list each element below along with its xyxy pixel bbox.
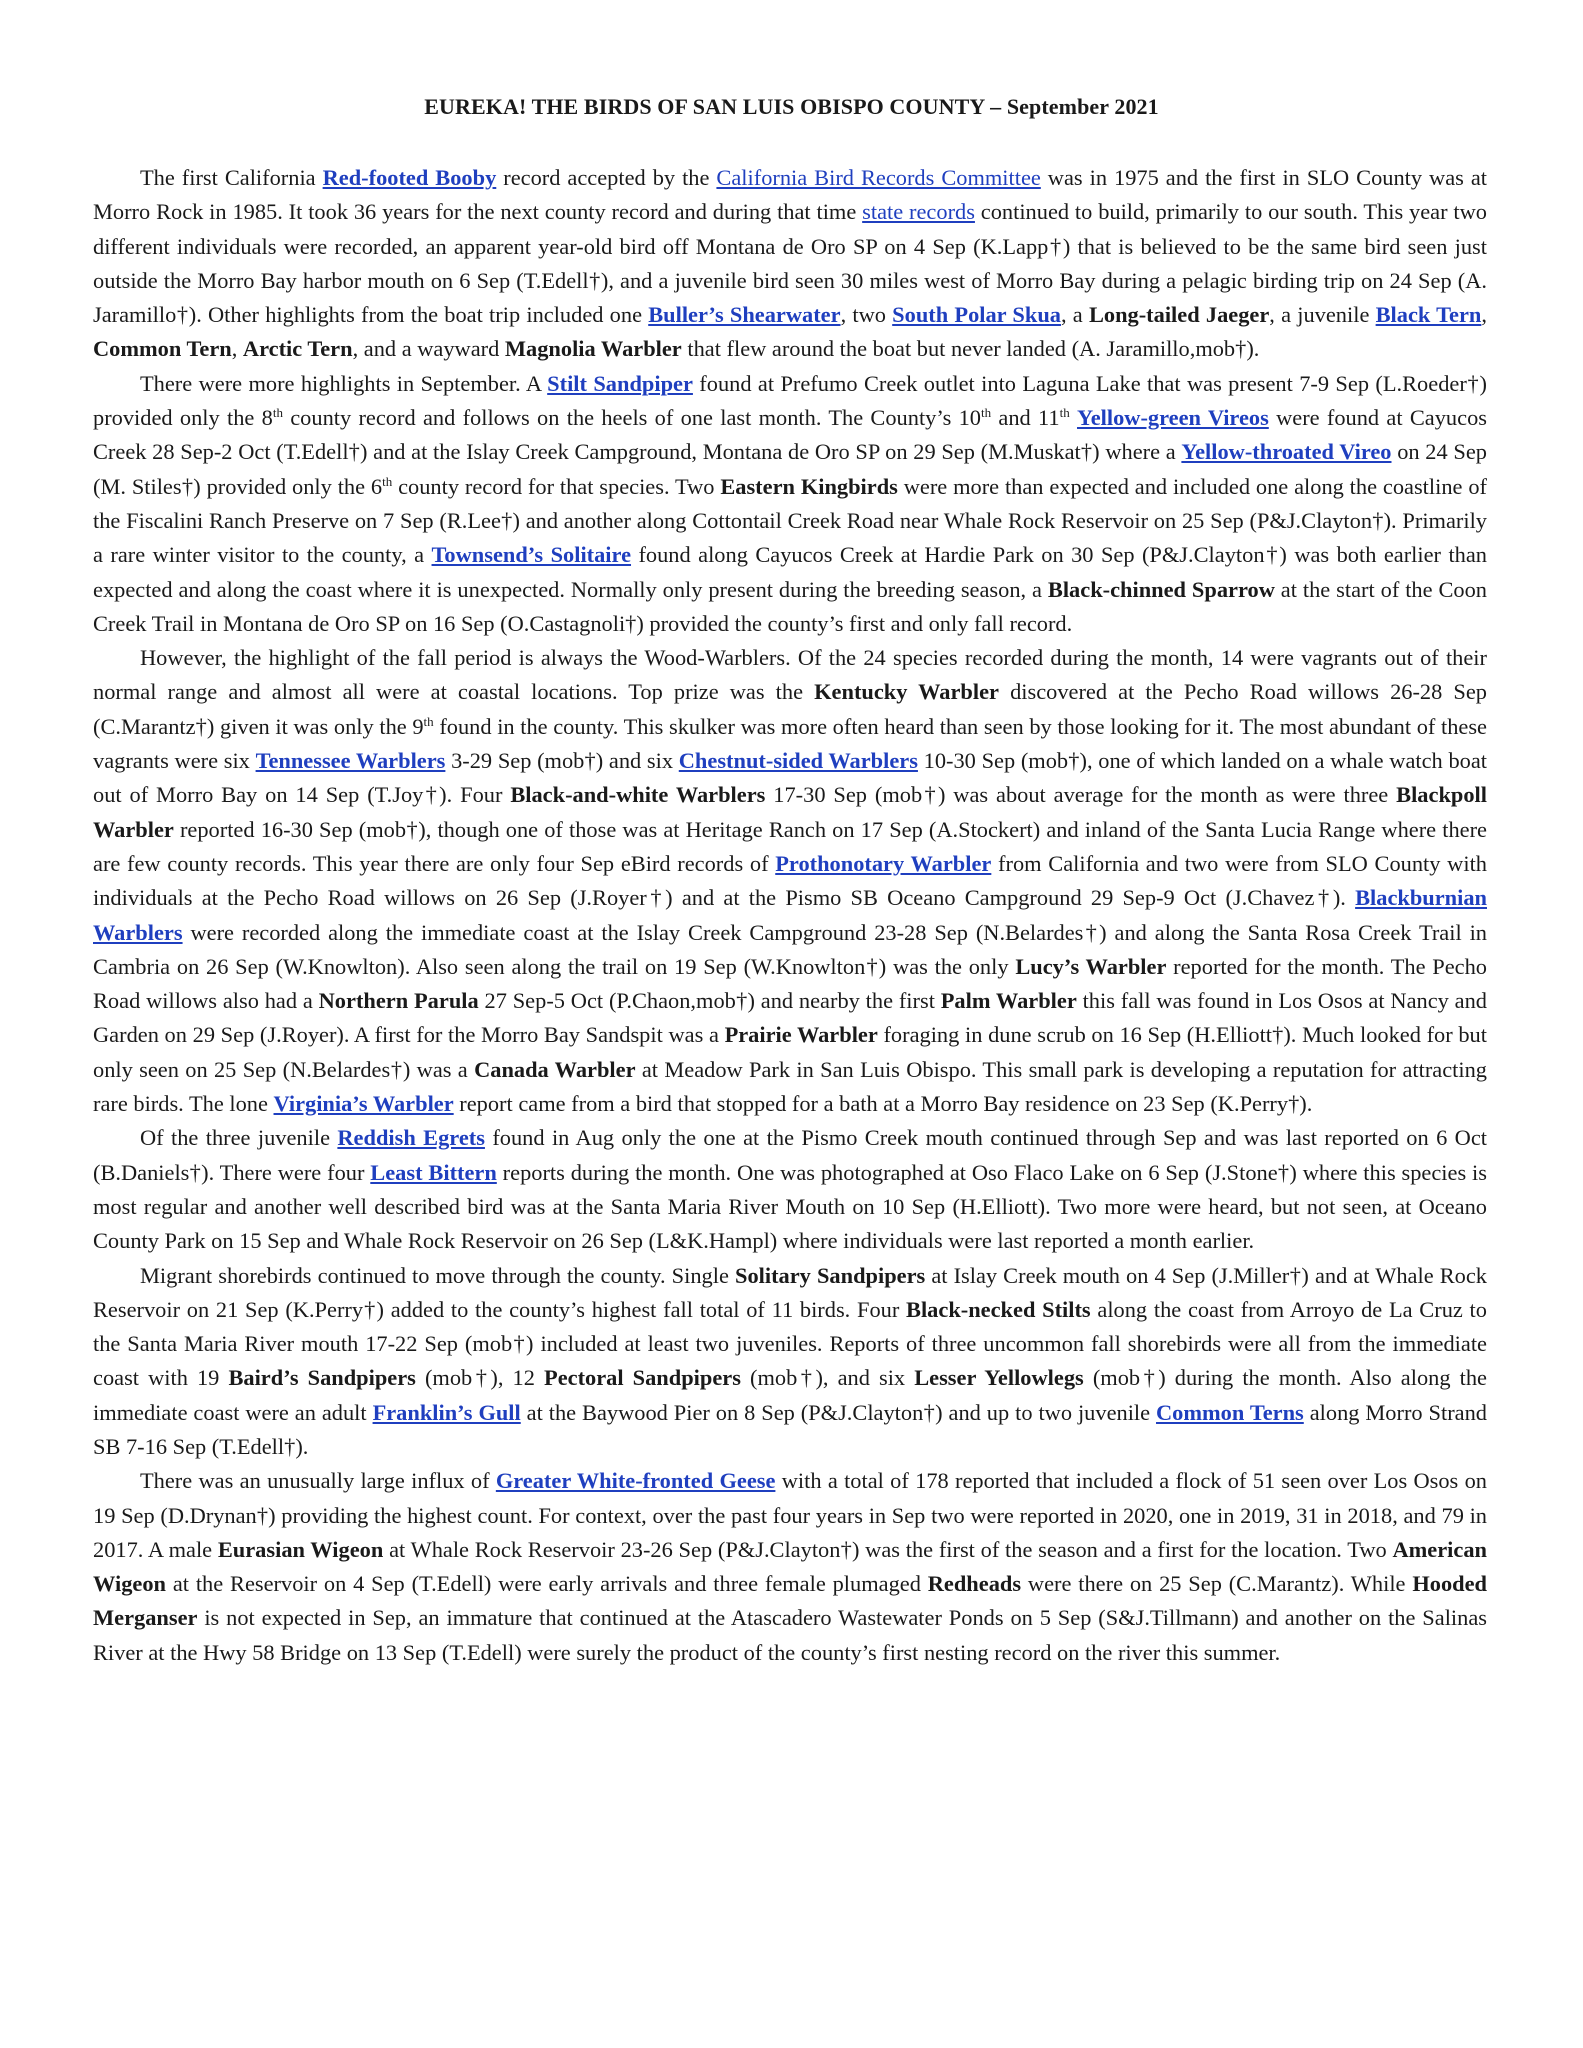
paragraph-text: Migrant shorebirds continued to move through the county. Single	[140, 1262, 735, 1288]
paragraph-text: The first California	[140, 165, 323, 190]
paragraph-text: , and a wayward	[352, 336, 505, 362]
paragraph-text: at Islay Creek mouth on 4 Sep (J.Miller†) and at Whale Rock Reservoir on 21 Sep (K.Perry†) added to the county’s highest fall total of 11 birds. Four	[93, 1262, 1487, 1322]
species-link[interactable]: Red-footed Booby	[322, 165, 497, 190]
paragraph-text: found at Prefumo Creek outlet into Laguna Lake that was present 7-9 Sep (L.Roeder†) provided only the 8	[93, 370, 1487, 431]
paragraph-text: Of the three juvenile	[140, 1125, 338, 1151]
species-link[interactable]: Blackburnian Warblers	[93, 885, 1487, 945]
paragraph	[93, 1121, 1487, 1258]
reference-link[interactable]: California Bird Records Committee	[716, 165, 1041, 190]
species-name: Lucy’s Warbler	[1015, 953, 1167, 979]
paragraph-text: along Morro Strand SB 7-16 Sep (T.Edell†).	[93, 1399, 1487, 1459]
paragraph-text: continued to build, primarily to our south. This year two different individuals were recorded, an apparent year-old bird off Montana de Oro SP on 4 Sep (K.Lapp†) that is believed to be the same bird seen just outside the Morro Bay harbor mouth on 6 Sep (T.Edell†), and a juvenile bird seen 30 miles west of Morro Bay during a pelagic birding trip on 24 Sep (A. Jaramillo†). Other highlights from the boat trip included one	[93, 199, 1487, 328]
paragraph-text: this fall was found in Los Osos at Nancy and Garden on 29 Sep (J.Royer). A first for the Morro Bay Sandspit was a	[93, 988, 1487, 1048]
paragraph-text: 27 Sep-5 Oct (P.Chaon,mob†) and nearby the first	[478, 988, 941, 1014]
paragraph-text: found along Cayucos Creek at Hardie Park on 30 Sep (P&J.Clayton†) was both earlier than expected and along the coast where it is unexpected. Normally only present during the breeding season, a	[93, 542, 1488, 602]
species-link[interactable]: Yellow-green Vireos	[1077, 405, 1269, 431]
species-name: Solitary Sandpipers	[735, 1262, 926, 1288]
paragraph-text: foraging in dune scrub on 16 Sep (H.Elliott†). Much looked for but only seen on 25 Sep (N.Belardes†) was a	[93, 1022, 1487, 1082]
paragraph-text	[1070, 405, 1077, 430]
paragraph-text: However, the highlight of the fall period is always the Wood-Warblers. Of the 24 species recorded during the month, 14 were vagrants out of their normal range and almost all were at coastal locations. Top prize was the	[93, 645, 1487, 705]
paragraph-text: ,	[231, 336, 243, 362]
paragraph	[93, 161, 1487, 367]
paragraph-text: found in Aug only the one at the Pismo Creek mouth continued through Sep and was last reported on 6 Oct (B.Daniels†). There were four	[93, 1125, 1487, 1185]
paragraph-text: ,	[1481, 302, 1487, 328]
paragraph-text: were found at Cayucos Creek 28 Sep-2 Oct (T.Edell†) and at the Islay Creek Campground, Montana de Oro SP on 29 Sep (M.Muskat†) where a	[93, 405, 1487, 465]
paragraph-text: was in 1975 and the first in SLO County was at Morro Rock in 1985. It took 36 years for the next county record and during that time	[93, 165, 1488, 225]
species-name: Northern Parula	[318, 988, 479, 1014]
paragraph-text: and 11	[991, 405, 1060, 431]
paragraph	[93, 641, 1487, 1121]
paragraph-text: along the coast from Arroyo de La Cruz to the Santa Maria River mouth 17-22 Sep (mob†) included at least two juveniles. Reports of three uncommon fall shorebirds were all from the immediate coast with 19	[93, 1296, 1487, 1391]
paragraph-text: record accepted by the	[496, 165, 717, 190]
species-link[interactable]: Franklin’s Gull	[372, 1399, 521, 1425]
paragraph-text: at Whale Rock Reservoir 23-26 Sep (P&J.Clayton†) was the first of the season and a first for the location. Two	[383, 1536, 1393, 1562]
paragraph	[93, 367, 1487, 641]
species-link[interactable]: South Polar Skua	[892, 302, 1061, 328]
species-name: Black-and-white Warblers	[510, 782, 766, 808]
paragraph-text: , two	[840, 302, 893, 328]
species-link[interactable]: Chestnut-sided Warblers	[678, 748, 918, 774]
paragraph-text: at the Reservoir on 4 Sep (T.Edell) were early arrivals and three female plumaged	[166, 1571, 928, 1597]
species-link[interactable]: Stilt Sandpiper	[547, 370, 693, 396]
species-link[interactable]: Townsend’s Solitaire	[431, 542, 632, 568]
species-name: Hooded Merganser	[93, 1571, 1487, 1631]
species-name: Arctic Tern	[242, 336, 353, 362]
paragraph-text: report came from a bird that stopped for a bath at a Morro Bay residence on 23 Sep (K.Perry†).	[453, 1091, 1313, 1117]
species-name: Long-tailed Jaeger	[1088, 302, 1270, 328]
species-name: Pectoral Sandpipers	[544, 1365, 741, 1391]
species-name: Lesser Yellowlegs	[914, 1365, 1084, 1391]
species-name: Common Tern	[93, 336, 232, 362]
paragraph-text: reports during the month. One was photographed at Oso Flaco Lake on 6 Sep (J.Stone†) where this species is most regular and another well described bird was at the Santa Maria River Mouth on 10 Sep (H.Elliott). Two more were heard, but not seen, at Oceano County Park on 15 Sep and Whale Rock Reservoir on 26 Sep (L&K.Hampl) where individuals were last reported a month earlier.	[93, 1159, 1487, 1254]
species-name: Black-necked Stilts	[906, 1296, 1091, 1322]
paragraph-text: at the start of the Coon Creek Trail in Montana de Oro SP on 16 Sep (O.Castagnoli†) provided the county’s first and only fall record.	[93, 576, 1487, 636]
species-name: Kentucky Warbler	[814, 679, 999, 705]
paragraph-text: from California and two were from SLO County with individuals at the Pecho Road willows on 26 Sep (J.Royer†) and at the Pismo SB Oceano Campground 29 Sep-9 Oct (J.Chavez†).	[93, 850, 1487, 911]
species-link[interactable]: Greater White-fronted Geese	[495, 1468, 776, 1494]
species-link[interactable]: Least Bittern	[370, 1159, 497, 1185]
paragraph-text: on 24 Sep (M. Stiles†) provided only the 6	[93, 439, 1487, 499]
ordinal-suffix: th	[980, 405, 992, 421]
paragraph-text: county record and follows on the heels of one last month. The County’s 10	[282, 405, 981, 431]
species-name: Eurasian Wigeon	[217, 1536, 384, 1562]
paragraph-text: at the Baywood Pier on 8 Sep (P&J.Clayton†) and up to two juvenile	[520, 1399, 1157, 1425]
document-title: EUREKA! THE BIRDS OF SAN LUIS OBISPO COUNTY – September 2021	[424, 94, 1159, 119]
ordinal-suffix: th	[1059, 405, 1070, 421]
species-link[interactable]: Virginia’s Warbler	[273, 1091, 454, 1117]
paragraph-text: found in the county. This skulker was more often heard than seen by those looking for it. The most abundant of these vagrants were six	[93, 713, 1487, 774]
species-link[interactable]: Buller’s Shearwater	[648, 302, 841, 328]
species-link[interactable]: Tennessee Warblers	[255, 748, 446, 774]
paragraph-text: were more than expected and included one along the coastline of the Fiscalini Ranch Preserve on 7 Sep (R.Lee†) and another along Cottontail Creek Road near Whale Rock Reservoir on 25 Sep (P&J.Clayton†). Primarily a rare winter visitor to the county, a	[93, 473, 1487, 568]
species-link[interactable]: Prothonotary Warbler	[775, 850, 992, 876]
species-name: Canada Warbler	[474, 1056, 636, 1082]
species-link[interactable]: Reddish Egrets	[337, 1125, 485, 1151]
paragraph-text: reported 16-30 Sep (mob†), though one of those was at Heritage Ranch on 17 Sep (A.Stockert) and inland of the Santa Lucia Range where there are few county records. This year there are only four Sep eBird records of	[93, 816, 1487, 876]
ordinal-suffix: th	[423, 713, 434, 729]
species-name: Palm Warbler	[940, 988, 1077, 1014]
ordinal-suffix: th	[382, 473, 393, 489]
species-link[interactable]: Common Terns	[1156, 1399, 1304, 1425]
paragraph-text: There were more highlights in September. A	[140, 370, 548, 396]
paragraph-text: county record for that species. Two	[392, 473, 721, 499]
species-name: Eastern Kingbirds	[720, 473, 898, 499]
species-name: Prairie Warbler	[724, 1022, 878, 1048]
paragraph-text: were recorded along the immediate coast at the Islay Creek Campground 23-28 Sep (N.Belardes†) and along the Santa Rosa Creek Trail in Cambria on 26 Sep (W.Knowlton). Also seen along the trail on 19 Sep (W.Knowlton†) was the only	[93, 919, 1487, 979]
paragraph	[93, 1464, 1487, 1670]
paragraph-text: with a total of 178 reported that included a flock of 51 seen over Los Osos on 19 Sep (D.Drynan†) providing the highest count. For context, over the past four years in Sep two were reported in 2020, one in 2019, 31 in 2018, and 79 in 2017. A male	[93, 1468, 1487, 1562]
paragraph-text: reported for the month. The Pecho Road willows also had a	[93, 953, 1488, 1014]
paragraph-text: is not expected in Sep, an immature that continued at the Atascadero Wastewater Ponds on 5 Sep (S&J.Tillmann) and another on the Salinas River at the Hwy 58 Bridge on 13 Sep (T.Edell) were surely the product of the county’s first nesting record on the river this summer.	[93, 1605, 1487, 1665]
species-link[interactable]: Black Tern	[1375, 302, 1482, 328]
paragraph-text: , a	[1060, 302, 1089, 328]
paragraph	[93, 1259, 1487, 1465]
species-name: Magnolia Warbler	[504, 336, 682, 362]
paragraph-text: at Meadow Park in San Luis Obispo. This small park is developing a reputation for attracting rare birds. The lone	[93, 1056, 1487, 1117]
paragraph-text: 10-30 Sep (mob†), one of which landed on a whale watch boat out of Morro Bay on 14 Sep (T.Joy†). Four	[93, 748, 1487, 808]
species-name: Blackpoll Warbler	[93, 782, 1487, 842]
paragraph-text: There was an unusually large influx of	[140, 1468, 496, 1494]
species-link[interactable]: Yellow-throated Vireo	[1181, 439, 1392, 465]
paragraph-text: (mob†), 12	[415, 1365, 545, 1391]
paragraph-text: (mob†), and six	[740, 1365, 915, 1391]
species-name: Baird’s Sandpipers	[228, 1365, 416, 1391]
species-name: Black-chinned Sparrow	[1047, 576, 1275, 602]
reference-link[interactable]: state records	[862, 199, 975, 225]
paragraph-text: were there on 25 Sep (C.Marantz). While	[1021, 1571, 1413, 1597]
paragraph-text: (mob†) during the month. Also along the immediate coast were an adult	[93, 1365, 1487, 1425]
paragraph-text: that flew around the boat but never landed (A. Jaramillo,mob†).	[681, 336, 1260, 362]
paragraph-text: discovered at the Pecho Road willows 26-28 Sep (C.Marantz†) given it was only the 9	[93, 679, 1487, 739]
ordinal-suffix: th	[272, 405, 283, 421]
paragraph-text: 3-29 Sep (mob†) and six	[445, 748, 679, 774]
paragraph-text: 17-30 Sep (mob†) was about average for the month as were three	[765, 782, 1397, 808]
species-name: Redheads	[927, 1571, 1022, 1597]
paragraph-text: , a juvenile	[1269, 302, 1376, 328]
species-name: American Wigeon	[93, 1536, 1487, 1597]
article-body	[93, 161, 1487, 1670]
